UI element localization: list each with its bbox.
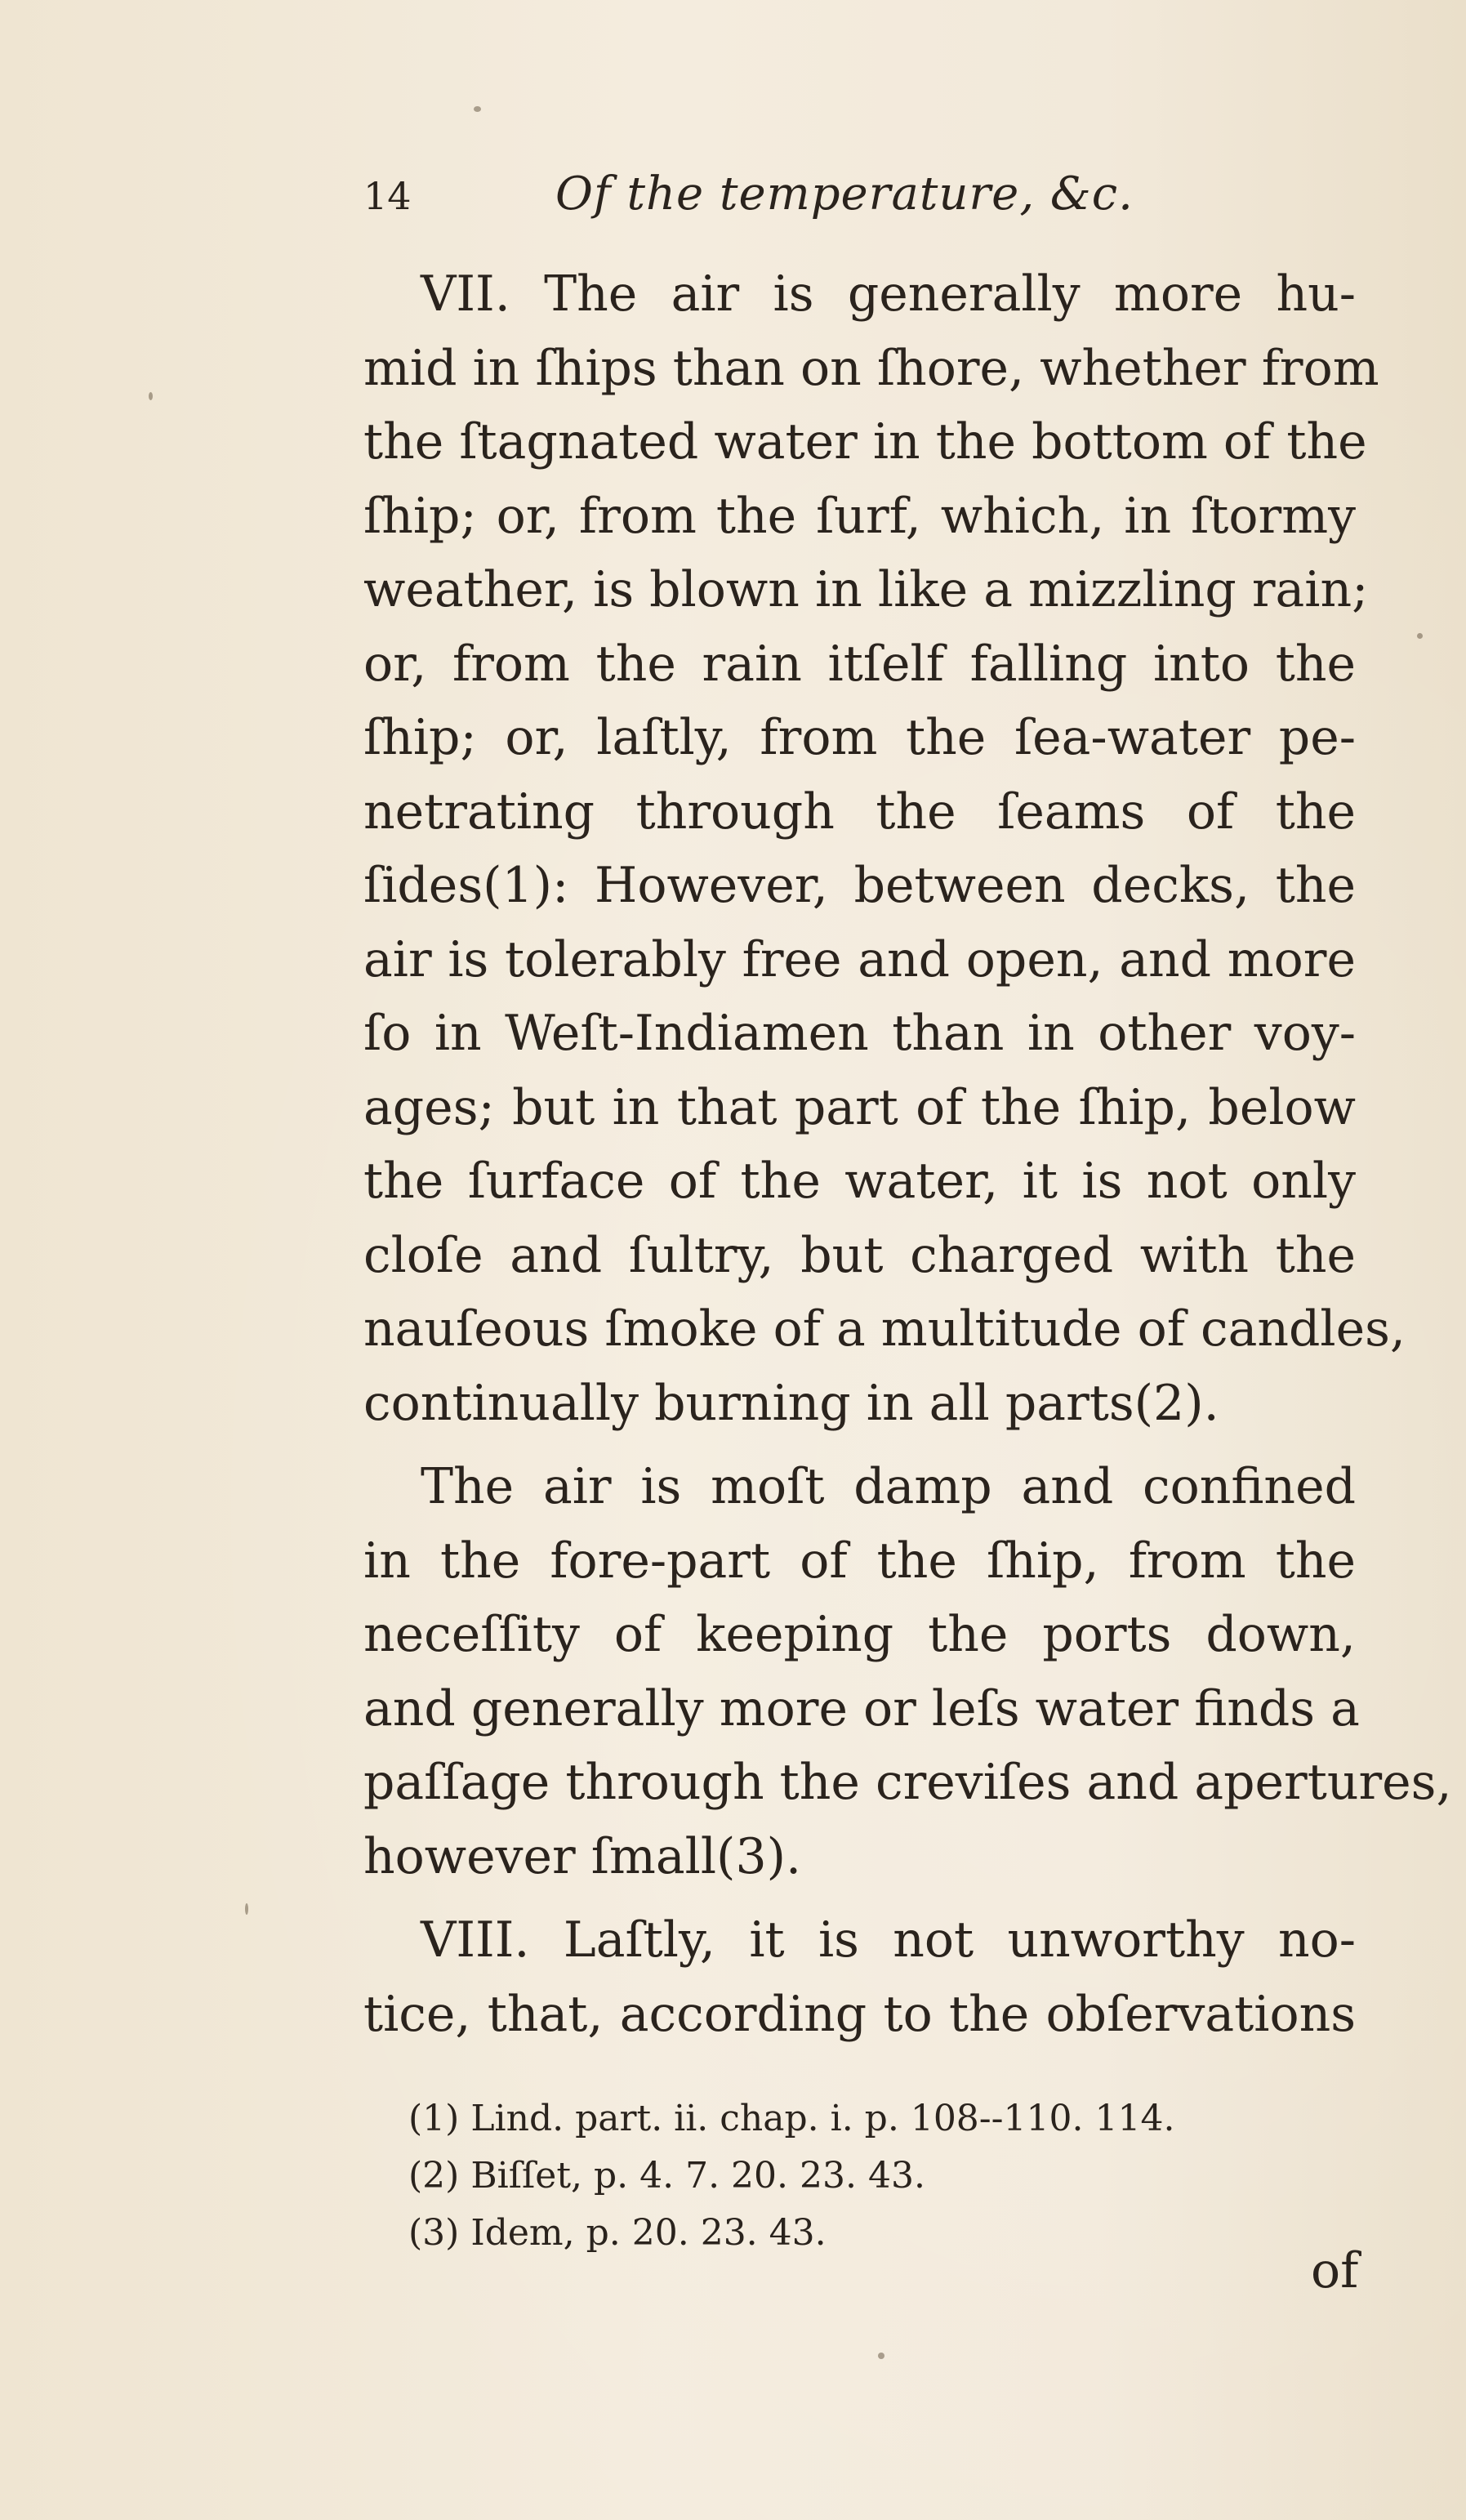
text-line: air is tolerably free and open, and more xyxy=(363,930,1356,988)
catchword: of xyxy=(1311,2242,1359,2299)
paper-speck xyxy=(1417,633,1423,639)
text-line: the ſtagnated water in the bottom of the xyxy=(363,413,1367,471)
paragraph-viii xyxy=(363,1903,1356,2051)
text-line: nauſeous ſmoke of a multitude of candles, xyxy=(363,1300,1406,1358)
text-block xyxy=(363,167,1452,2262)
text-line: ages; but in that part of the ſhip, below xyxy=(363,1078,1356,1136)
paper-speck xyxy=(149,392,153,400)
text-line: neceſſity of keeping the ports down, xyxy=(363,1606,1356,1663)
paper-speck xyxy=(474,106,481,112)
text-line: ſo in Weſt-Indiamen than in other voy- xyxy=(363,1005,1356,1062)
text-line: tice, that, according to the obſervations xyxy=(363,1985,1356,2043)
text-line: however ſmall(3). xyxy=(363,1827,802,1885)
text-line: in the fore-part of the ſhip, from the xyxy=(363,1532,1356,1590)
text-line: netrating through the ſeams of the xyxy=(363,783,1356,841)
running-head xyxy=(363,167,1356,249)
footnote-3: (3) Idem, p. 20. 23. 43. xyxy=(408,2212,827,2254)
paragraph-air-damp xyxy=(363,1450,1452,1893)
footnote-1: (1) Lind. part. ii. chap. i. p. 108--110. 114. xyxy=(408,2098,1175,2139)
paper-speck xyxy=(245,1903,248,1915)
text-line: VII. The air is generally more hu- xyxy=(421,265,1356,323)
footnotes xyxy=(363,2090,1356,2262)
text-line: cloſe and ſultry, but charged with the xyxy=(363,1226,1356,1284)
text-line: VIII. Laſtly, it is not unworthy no- xyxy=(421,1911,1356,1969)
page-number: 14 xyxy=(363,174,412,218)
text-line: The air is moſt damp and confined xyxy=(421,1458,1356,1515)
text-line: mid in ſhips than on ſhore, whether from xyxy=(363,339,1379,397)
running-title: Of the temperature, &c. xyxy=(555,167,1134,221)
text-line: paſſage through the creviſes and apertures, xyxy=(363,1754,1452,1811)
text-line: ſides(1): However, between decks, the xyxy=(363,857,1356,914)
text-line: ſhip; or, from the ſurf, which, in ſtormy xyxy=(363,487,1356,545)
text-line: the ſurface of the water, it is not only xyxy=(363,1153,1356,1210)
text-line: and generally more or leſs water finds a xyxy=(363,1679,1360,1737)
text-line: or, from the rain itſelf falling into the xyxy=(363,635,1356,693)
text-line: ſhip; or, laſtly, from the ſea-water pe- xyxy=(363,709,1356,766)
footnote-2: (2) Biſſet, p. 4. 7. 20. 23. 43. xyxy=(408,2155,925,2197)
paragraph-vii xyxy=(363,257,1406,1440)
text-line: weather, is blown in like a mizzling rain; xyxy=(363,561,1369,618)
text-line: continually burning in all parts(2). xyxy=(363,1374,1219,1432)
paper-speck xyxy=(878,2353,885,2359)
